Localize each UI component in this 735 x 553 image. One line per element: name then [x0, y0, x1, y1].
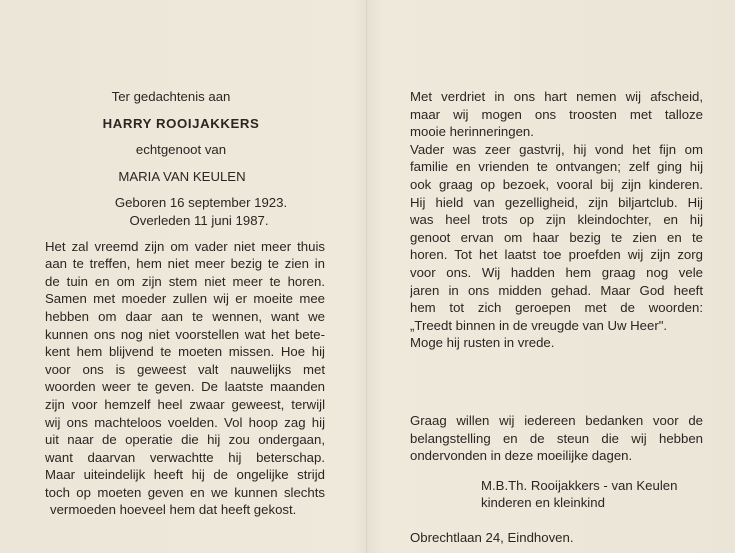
body-line: was heel trots op zijn kleindochter, en hij [410, 212, 703, 228]
thanks-text [410, 412, 703, 465]
body-line: toch op moeten geven en we kunnen slechts [45, 484, 325, 500]
card-fold [366, 0, 368, 553]
thanks-line: ondervonden in deze moeilijke dagen. [410, 448, 633, 464]
body-line: kunnen ons nog niet voorstellen wat het bete- [45, 326, 325, 342]
signature-line: M.B.Th. Rooijakkers - van Keulen [481, 477, 678, 493]
body-line: zijn voor hemzelf heel zwaar geweest, terwijl [45, 396, 325, 412]
signature-block [410, 477, 703, 512]
body-line: Hij hield van gezelligheid, zijn biljartclub. Hij [410, 194, 703, 210]
body-line: woorden weer te geven. De laatste maanden [45, 379, 325, 395]
body-line: maar wij mogen ons troosten met talloze [410, 106, 703, 122]
death-date: Overleden 11 juni 1987. [129, 212, 269, 228]
body-line: „Treedt binnen in de vreugde van Uw Heer". [410, 317, 668, 333]
body-line: Maar uiteindelijk heeft hij de ongelijke strijd [45, 467, 325, 483]
body-line: Moge hij rusten in vrede. [410, 335, 555, 351]
body-line: ook graag op bezoek, vooral bij zijn kinderen. [410, 176, 703, 192]
address-block [410, 529, 703, 547]
body-line: de tuin en om zijn stem niet meer te horen. [45, 273, 325, 289]
birth-date: Geboren 16 september 1923. [114, 195, 288, 211]
left-page [45, 88, 325, 519]
thanks-line: belangstelling en de steun die wij hebben [410, 430, 703, 446]
intro-text: Ter gedachtenis aan [111, 89, 231, 104]
thanks-line: Graag willen wij iedereen bedanken voor de [410, 412, 703, 428]
deceased-name: HARRY ROOIJAKKERS [102, 115, 260, 131]
left-body-text [45, 238, 325, 520]
body-line: hebben om daar aan te wennen, want we [45, 308, 325, 324]
body-line: vermoeden hoeveel hem dat heeft gekost. [50, 502, 297, 518]
body-line: genoot ervan om haar bezig te zien en te [410, 229, 703, 245]
body-line: Samen met moeder zullen wij er moeite mee [45, 291, 325, 307]
relation-text: echtgenoot van [135, 142, 227, 158]
body-line: want daarvan verwachtte hij beterschap. [45, 449, 325, 465]
signature-line: kinderen en kleinkind [481, 495, 605, 511]
body-line: familie en vrienden te ontvangen; zelf ging hij [410, 159, 703, 175]
body-line: horen. Tot het laatst toe proefden wij zijn zorg [410, 247, 703, 263]
body-line: mooie herinneringen. [410, 124, 534, 140]
body-line: wij ons machteloos voelden. Vol hoop zag hij [45, 414, 325, 430]
body-line: Met verdriet in ons hart nemen wij afscheid, [410, 89, 703, 104]
body-line: Vader was zeer gastvrij, hij vond het fijn om [410, 141, 703, 157]
body-line: voor ons is geweest valt nauwelijks met [45, 361, 325, 377]
body-line: kent hem blijvend te moeten missen. Hoe hij [45, 344, 325, 360]
heading-block [45, 88, 325, 230]
right-body-text [410, 88, 703, 352]
body-line: aan te treffen, hem niet meer bezig te zien in [45, 256, 325, 272]
body-line: jaren in ons midden gehad. Maar God heeft [410, 282, 703, 298]
body-line: voor ons. Wij hadden hem graag nog vele [410, 264, 703, 280]
body-line: Het zal vreemd zijn om vader niet meer thuis [45, 238, 325, 254]
body-line: uit naar de operatie die hij zou ondergaan, [45, 432, 325, 448]
address-text: Obrechtlaan 24, Eindhoven. [410, 529, 574, 545]
body-line: hem tot zich geroepen met de woorden: [410, 300, 703, 316]
spouse-name: MARIA VAN KEULEN [118, 168, 246, 184]
right-page [410, 88, 703, 546]
